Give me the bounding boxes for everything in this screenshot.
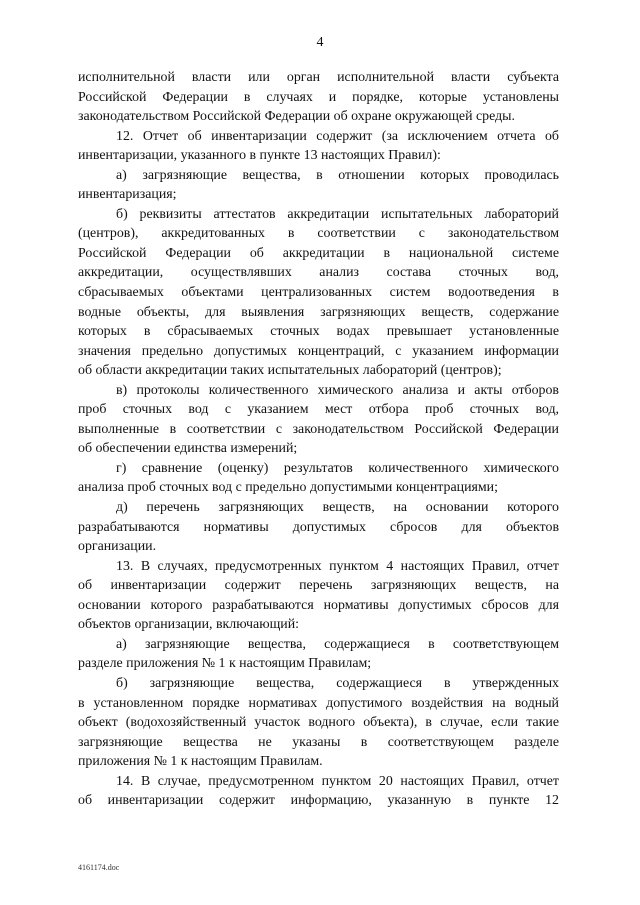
text-line: Российской Федерации об аккредитации в национальной системе bbox=[78, 245, 559, 261]
text-line: а) загрязняющие вещества, содержащиеся в соответствующем bbox=[116, 636, 559, 652]
text-line: законодательством Российской Федерации об охране окружающей среды. bbox=[78, 109, 515, 125]
text-line: выполненные в соответствии с законодательством Российской Федерации bbox=[78, 421, 559, 437]
text-line: в) протоколы количественного химического анализа и акты отборов bbox=[116, 382, 559, 398]
text-line: Российской Федерации в случаях и порядке, которые установлены bbox=[78, 89, 559, 105]
text-line: а) загрязняющие вещества, в отношении которых проводилась bbox=[116, 167, 559, 183]
text-line: в установленном порядке нормативах допустимого воздействия на водный bbox=[78, 695, 559, 711]
text-line: проб сточных вод с указанием мест отбора проб сточных вод, bbox=[78, 402, 559, 418]
text-line: инвентаризации, указанного в пункте 13 настоящих Правил): bbox=[78, 148, 441, 164]
text-line: инвентаризация; bbox=[78, 187, 177, 203]
text-line: разделе приложения № 1 к настоящим Правилам; bbox=[78, 656, 372, 672]
footer-filename: 4161174.doc bbox=[78, 863, 120, 872]
text-line: которых в сбрасываемых сточных водах превышает установленные bbox=[78, 324, 559, 340]
text-line: анализа проб сточных вод с предельно допустимыми концентрациями; bbox=[78, 480, 498, 496]
text-line: разрабатываются нормативы допустимых сбросов для объектов bbox=[78, 519, 559, 535]
text-line: об инвентаризации содержит информацию, указанную в пункте 12 bbox=[78, 793, 559, 809]
text-line: значения предельно допустимых концентраций, с указанием информации bbox=[78, 343, 559, 359]
text-line: об области аккредитации таких испытательных лабораторий (центров); bbox=[78, 363, 502, 379]
text-line: об инвентаризации содержит перечень загрязняющих веществ, на bbox=[78, 578, 559, 594]
text-line: 13. В случаях, предусмотренных пунктом 4 настоящих Правил, отчет bbox=[116, 558, 559, 574]
text-line: исполнительной власти или орган исполнительной власти субъекта bbox=[78, 70, 559, 85]
text-line: г) сравнение (оценку) результатов количественного химического bbox=[116, 460, 559, 476]
text-line: аккредитации, осуществлявших анализ состава сточных вод, bbox=[78, 265, 559, 281]
document-body bbox=[78, 68, 559, 811]
text-line: 14. В случае, предусмотренном пунктом 20 настоящих Правил, отчет bbox=[116, 773, 559, 789]
text-line: б) реквизиты аттестатов аккредитации испытательных лабораторий bbox=[116, 206, 559, 222]
text-line: объектов организации, включающий: bbox=[78, 617, 300, 633]
text-line: (центров), аккредитованных в соответствии с законодательством bbox=[78, 226, 559, 242]
text-line: б) загрязняющие вещества, содержащиеся в утвержденных bbox=[116, 675, 559, 691]
text-line: об обеспечении единства измерений; bbox=[78, 441, 298, 457]
text-line: организации. bbox=[78, 539, 157, 555]
text-line: 12. Отчет об инвентаризации содержит (за исключением отчета об bbox=[116, 128, 559, 144]
text-line: объект (водохозяйственный участок водного объекта), в случае, если такие bbox=[78, 715, 559, 731]
text-line: загрязняющие вещества не указаны в соответствующем разделе bbox=[78, 734, 559, 750]
text-line: водные объекты, для выявления загрязняющих веществ, содержание bbox=[78, 304, 559, 320]
text-line: д) перечень загрязняющих веществ, на основании которого bbox=[116, 500, 559, 516]
page-number: 4 bbox=[316, 35, 324, 50]
text-line: приложения № 1 к настоящим Правилам. bbox=[78, 754, 323, 770]
text-line: основании которого разрабатываются нормативы допустимых сбросов для bbox=[78, 597, 559, 613]
text-line: сбрасываемых объектами централизованных систем водоотведения в bbox=[78, 285, 559, 301]
